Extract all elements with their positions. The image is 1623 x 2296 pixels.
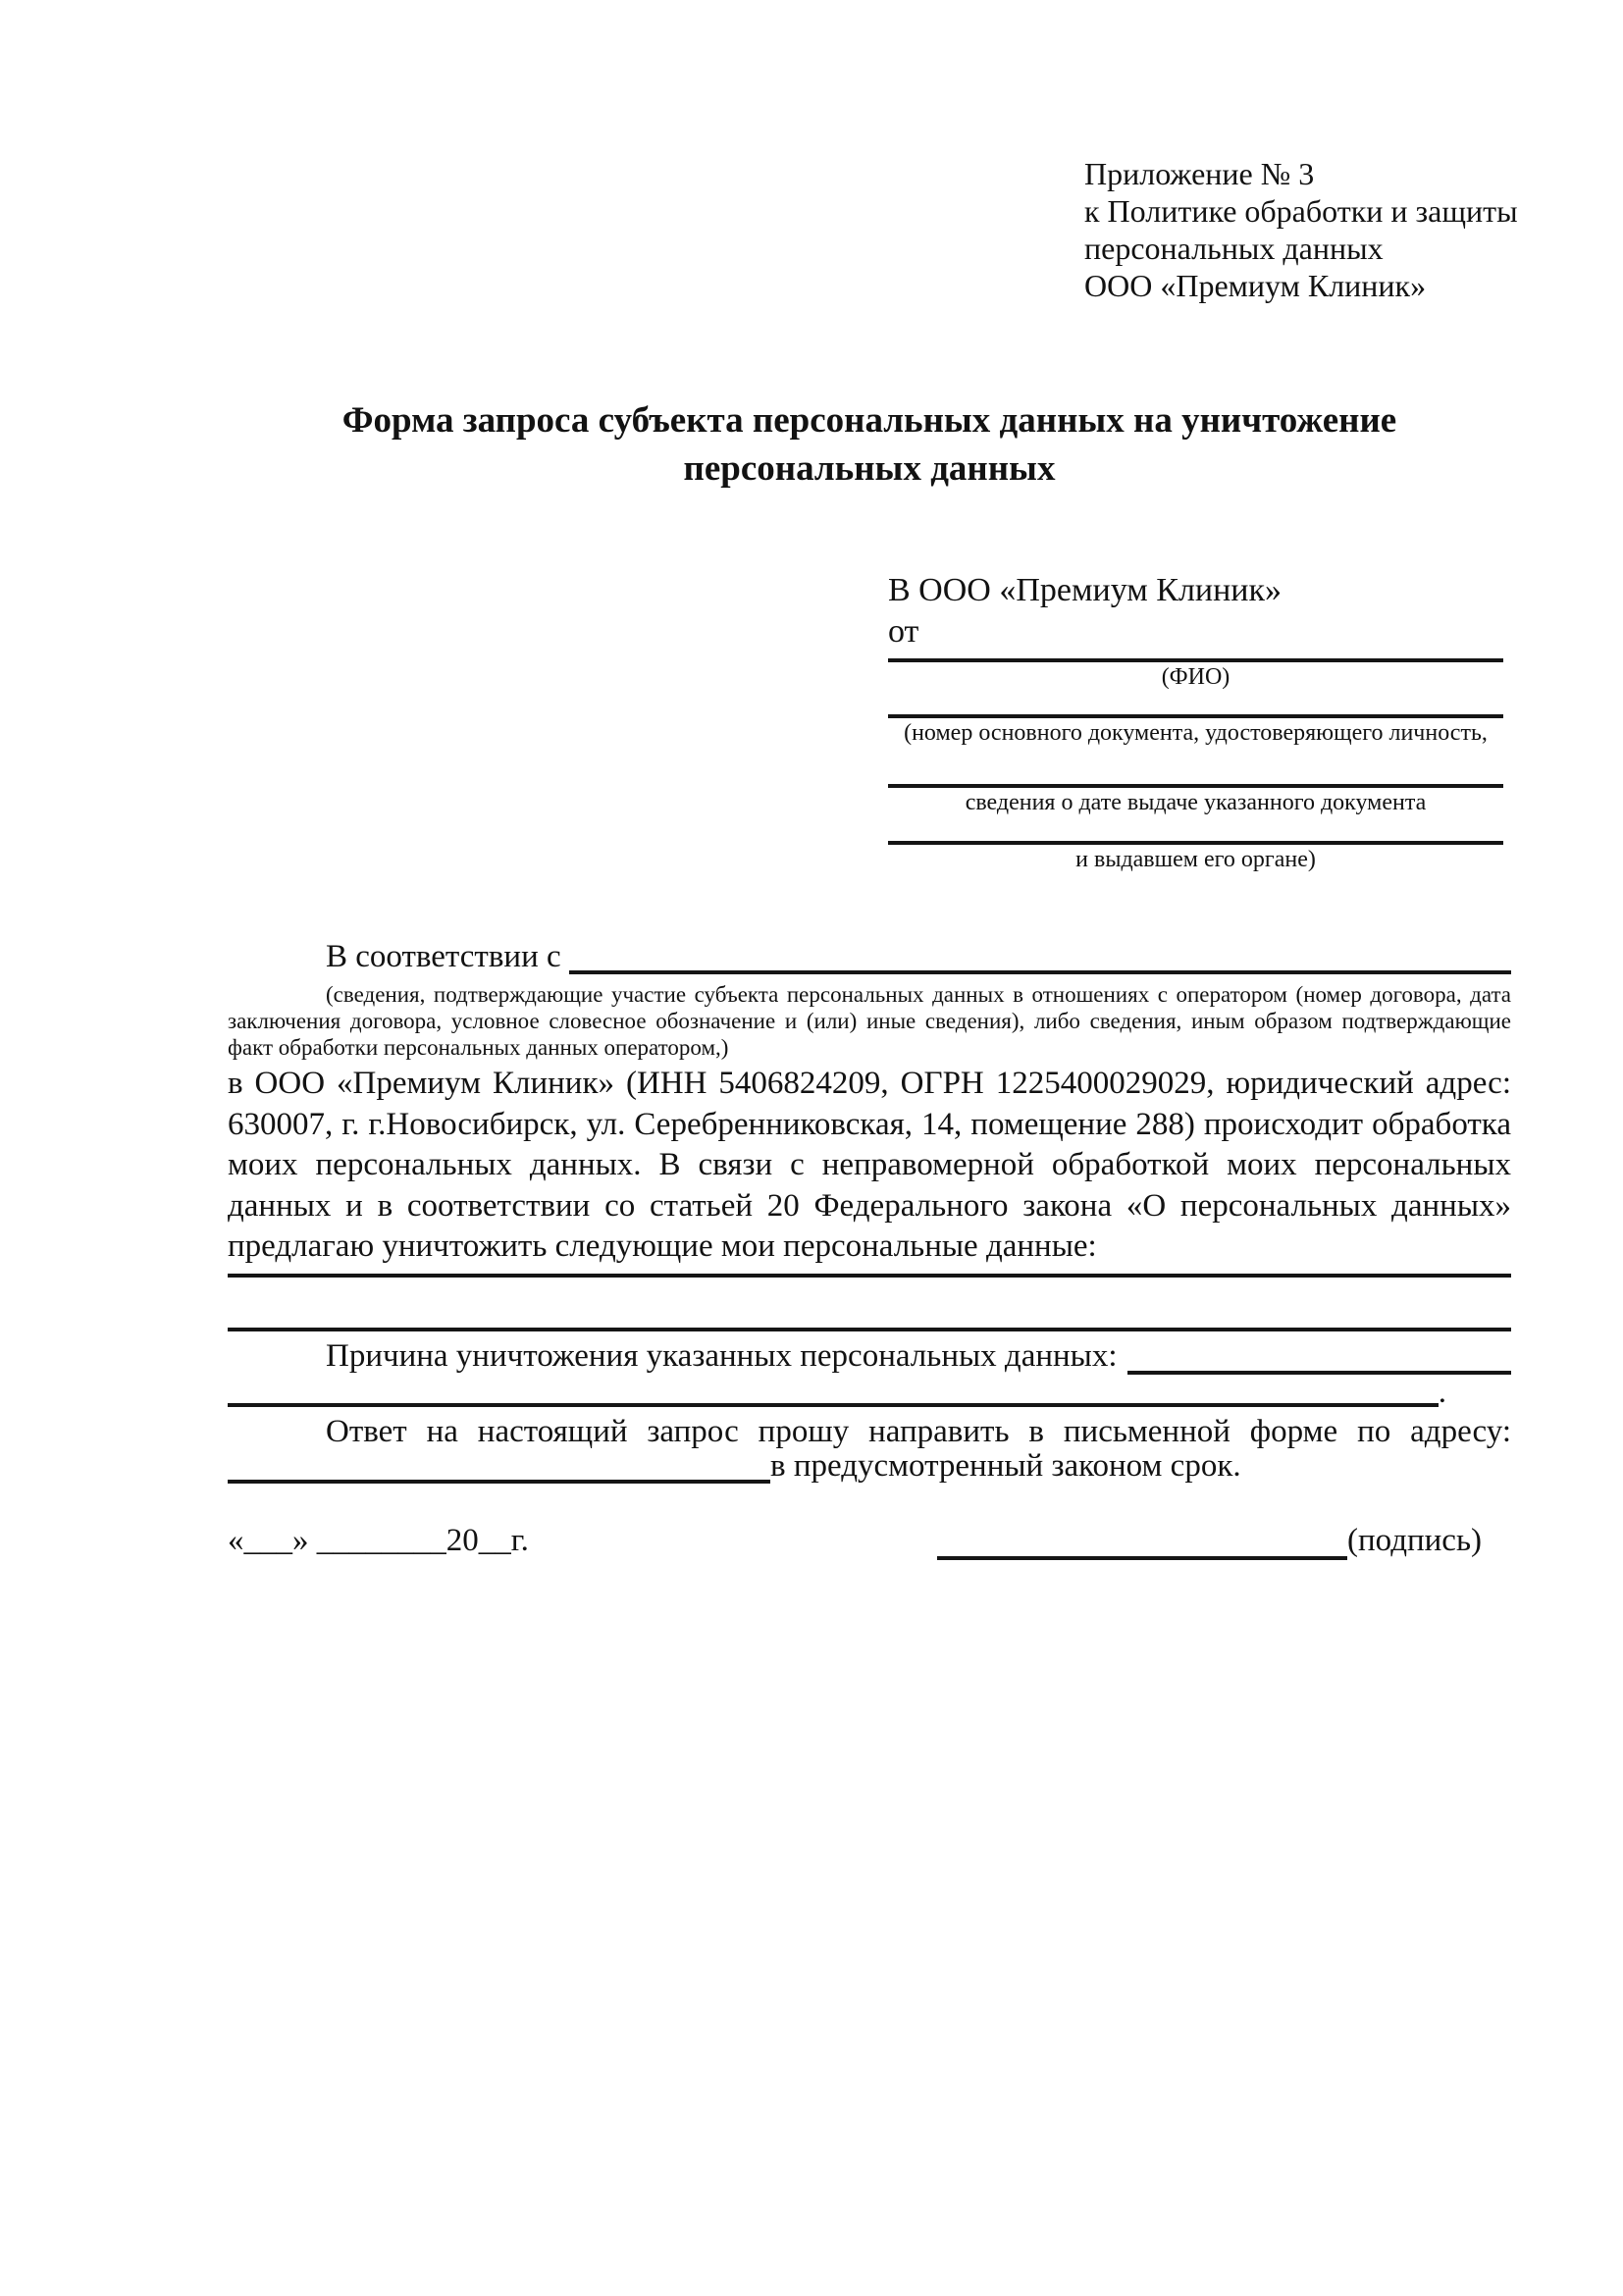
reason-label: Причина уничтожения указанных персональных данных:	[326, 1338, 1118, 1374]
issuing-authority-blank-line	[888, 817, 1503, 845]
document-number-blank-line	[888, 692, 1503, 718]
fio-caption: (ФИО)	[1161, 664, 1230, 690]
issuing-authority-caption: и выдавшем его органе)	[1075, 847, 1316, 872]
appendix-line: к Политике обработки и защиты	[1084, 193, 1518, 229]
issue-date-caption: сведения о дате выдаче указанного документа	[965, 790, 1427, 815]
accordance-blank-line	[569, 939, 1511, 974]
reason-continuation-row	[228, 1375, 1511, 1410]
appendix-reference-block	[1084, 155, 1518, 304]
accordance-row	[228, 939, 1511, 974]
reason-continuation-blank-line	[228, 1378, 1439, 1407]
address-row	[228, 1448, 1511, 1484]
reason-blank-line	[1127, 1337, 1511, 1375]
signature-blank-line	[937, 1521, 1347, 1560]
address-blank-line	[228, 1448, 770, 1484]
main-paragraph: в ООО «Премиум Клиник» (ИНН 5406824209, ОГРН 1225400029029, юридический адрес: 630007, г. г.Новосибирск, ул. Серебренниковская, 14, помещение 288) происходит обработка моих персональных данных. В связи с неправомерной обработкой моих персональных данных и в соответствии со статьей 20 Федерального закона «О персональных данных» предлагаю уничтожить следующие мои персональные данные:	[228, 1066, 1511, 1264]
response-tail: в предусмотренный законом срок.	[770, 1448, 1241, 1484]
response-sentence: Ответ на настоящий запрос прошу направить в письменной форме по адресу:	[326, 1414, 1511, 1449]
accordance-label: В соответствии с	[326, 939, 561, 974]
addressee-block	[888, 570, 1503, 874]
appendix-line: персональных данных	[1084, 231, 1384, 266]
footer-row	[228, 1521, 1511, 1560]
issue-date-blank-line	[888, 748, 1503, 788]
personal-data-blank-line-2	[228, 1328, 1511, 1331]
date-line: «___» ________20__г.	[228, 1523, 529, 1558]
reason-terminator: .	[1438, 1375, 1446, 1410]
page-title: Форма запроса субъекта персональных данных на уничтожение персональных данных	[341, 400, 1397, 489]
fio-blank-line	[888, 652, 1503, 662]
reason-row	[228, 1337, 1511, 1375]
signature-caption: (подпись)	[1347, 1523, 1482, 1558]
appendix-line: ООО «Премиум Клиник»	[1084, 268, 1427, 303]
document-number-caption: (номер основного документа, удостоверяющего личность,	[904, 720, 1488, 746]
appendix-line: Приложение № 3	[1084, 156, 1315, 191]
addressee-to: В ООО «Премиум Клиник»	[888, 572, 1283, 608]
personal-data-blank-line-1	[228, 1274, 1511, 1278]
addressee-from-label: от	[888, 613, 919, 650]
explanatory-note: (сведения, подтверждающие участие субъекта персональных данных в отношениях с оператором (номер договора, дата заключения договора, условное словесное обозначение и (или) иные сведения), либо сведения, иным образом подтверждающие факт обработки персональных данных оператором,)	[228, 982, 1511, 1060]
